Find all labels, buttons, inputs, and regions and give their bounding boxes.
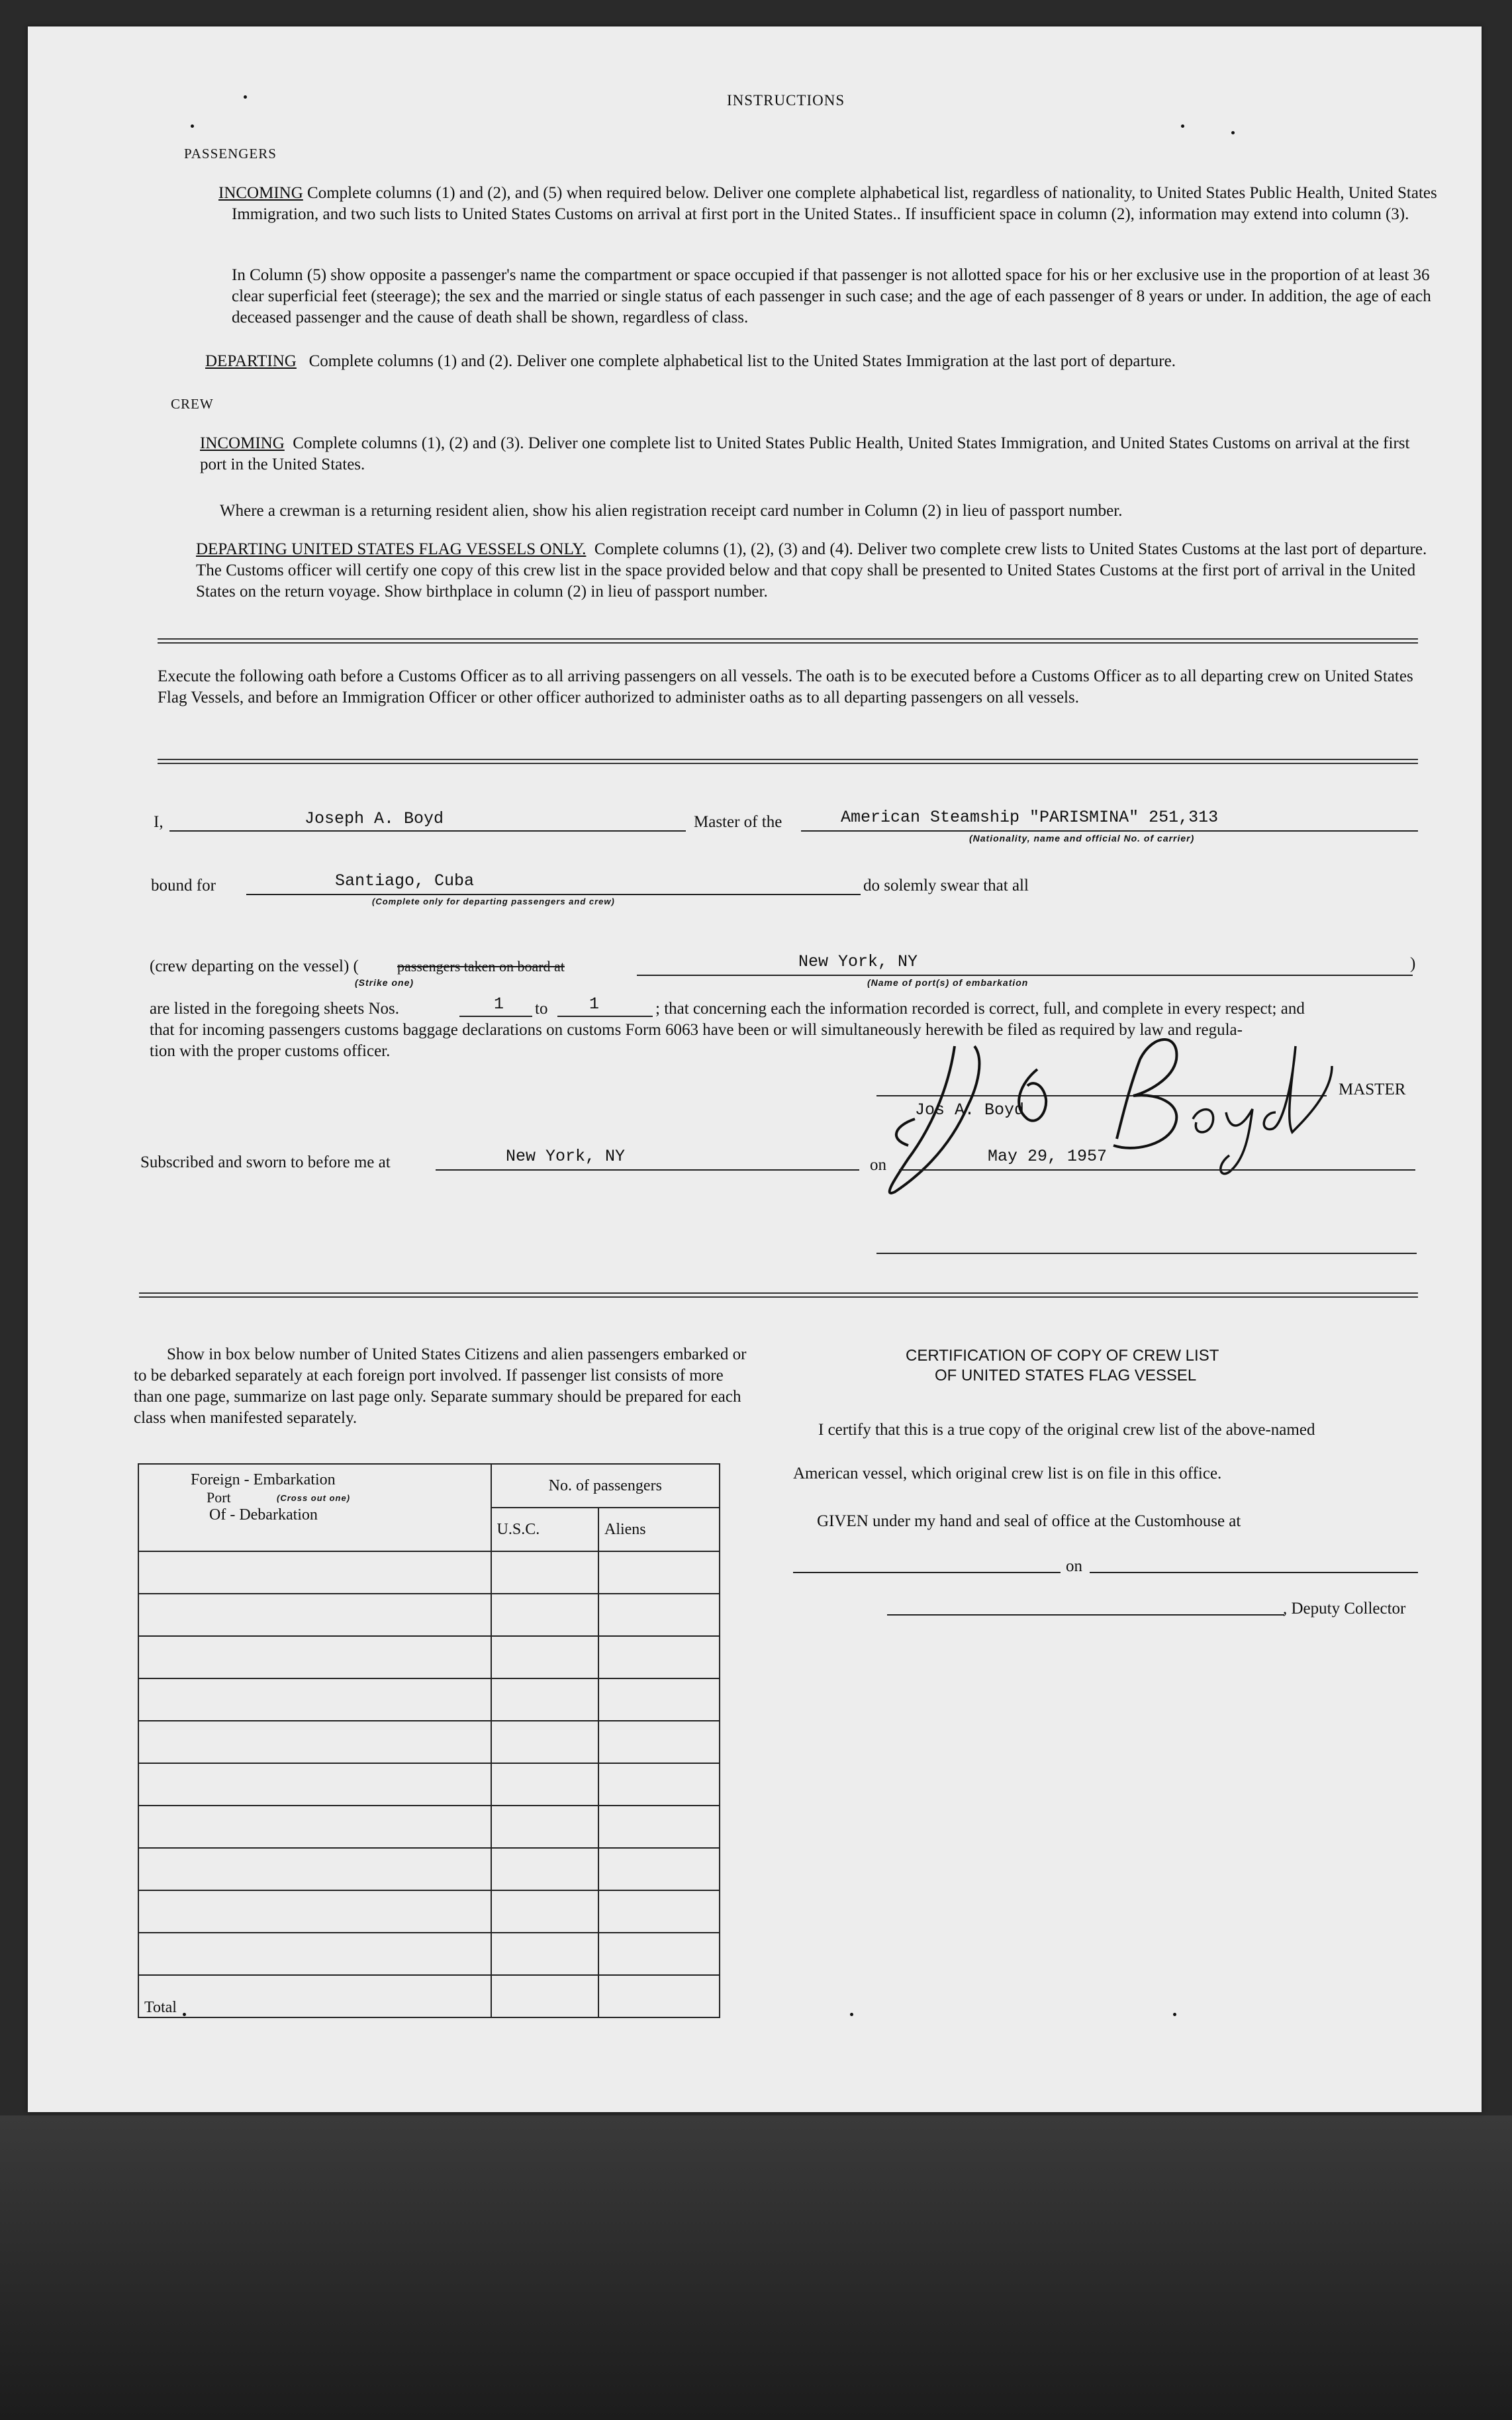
departing-label: DEPARTING: [205, 352, 297, 370]
sworn-date-line: [899, 1169, 1415, 1171]
port-cell: [138, 1933, 491, 1975]
port-header-line1: Foreign - Embarkation: [191, 1471, 336, 1488]
crew-departing-text: Complete columns (1), (2), (3) and (4). Deliver two complete crew lists to United States Customs at the last port of departure. The Customs officer will certify one copy of this crew list in the space provided below and that copy shall be presented to United States Customs at the first port of arrival in the United States on the return voyage. Show birthplace in column (2) in lieu of passport number.: [196, 540, 1427, 601]
to-label: to: [535, 1000, 548, 1018]
usc-cell: [491, 1848, 598, 1890]
crew-incoming-paragraph: [200, 433, 1411, 475]
master-label: MASTER: [1339, 1081, 1406, 1098]
port-cell: [138, 1721, 491, 1763]
aliens-cell: [598, 1721, 720, 1763]
usc-cell: [491, 1636, 598, 1678]
crew-resident-paragraph: Where a crewman is a returning resident alien, show his alien registration receipt card number in Column (2) in lieu of passport number.: [220, 502, 1123, 520]
usc-cell: [491, 1890, 598, 1933]
table-row: [138, 1763, 720, 1806]
crew-incoming-text: Complete columns (1), (2) and (3). Deliver one complete list to United States Public Health, United States Immigration, and United States Customs on arrival at the first port in the United States.: [200, 434, 1410, 473]
deputy-signature-line: [887, 1614, 1284, 1616]
sheet-from-line: [459, 1016, 532, 1017]
crew-departing-label: DEPARTING UNITED STATES FLAG VESSELS ONLY.: [196, 540, 587, 558]
strike-caption: (Strike one): [355, 977, 414, 988]
officer-signature-line: [876, 1253, 1417, 1254]
port-cell: [138, 1551, 491, 1594]
port-caption: (Name of port(s) of embarkation: [867, 977, 1029, 988]
aliens-cell: [598, 1678, 720, 1721]
aliens-cell: [598, 1763, 720, 1806]
sworn-place-value: New York, NY: [506, 1147, 626, 1166]
vessel-caption: (Nationality, name and official No. of carrier): [969, 833, 1195, 844]
usc-cell: [491, 1594, 598, 1636]
port-header-line3: Of - Debarkation: [209, 1506, 318, 1524]
usc-cell: [491, 1678, 598, 1721]
swear-text: do solemly swear that all: [863, 877, 1029, 895]
scan-speck: [1231, 131, 1235, 134]
sworn-date-value: May 29, 1957: [988, 1147, 1108, 1166]
crew-incoming-label: INCOMING: [200, 434, 285, 452]
port-cell: [138, 1594, 491, 1636]
deputy-collector-label: , Deputy Collector: [1283, 1600, 1406, 1618]
departing-text: Complete columns (1) and (2). Deliver one complete alphabetical list to the United States Immigration at the last port of departure.: [308, 352, 1176, 370]
section-divider: [158, 759, 1418, 764]
scan-speck: [1173, 2013, 1176, 2016]
scan-speck: [191, 124, 194, 128]
oath-intro: Execute the following oath before a Customs Officer as to all arriving passengers on all vessels. The oath is to be executed before a Customs Officer as to all departing crew on United States Flag Vessels, and before an Immigration Officer or other officer authorized to administer oaths as to all departing passengers on all vessels.: [158, 667, 1413, 706]
passengers-column-header: No. of passengers: [491, 1464, 720, 1508]
scan-speck: [850, 2013, 853, 2016]
port-header-line2: [144, 1489, 485, 1506]
table-row: [138, 1933, 720, 1975]
table-row: [138, 1806, 720, 1848]
close-paren: ): [1410, 955, 1416, 973]
aliens-cell: [598, 1890, 720, 1933]
port-cell: [138, 1763, 491, 1806]
total-row: [138, 1975, 720, 2017]
master-of-label: Master of the: [694, 813, 782, 831]
table-row: [138, 1636, 720, 1678]
scan-speck: [244, 95, 247, 99]
bound-for-line: [246, 894, 861, 895]
port-header-cross: (Cross out one): [277, 1493, 351, 1503]
port-line: [637, 975, 1413, 976]
certification-title-2: OF UNITED STATES FLAG VESSEL: [935, 1367, 1197, 1384]
scan-background: [0, 2115, 1512, 2420]
aliens-cell: [598, 1848, 720, 1890]
master-name-value: Joseph A. Boyd: [305, 809, 444, 828]
table-row: [138, 1848, 720, 1890]
table-row: [138, 1890, 720, 1933]
total-usc-cell: [491, 1975, 598, 2017]
sheet-to-line: [557, 1016, 653, 1017]
port-cell: [138, 1636, 491, 1678]
section-divider: [158, 638, 1418, 644]
table-row: [138, 1594, 720, 1636]
usc-cell: [491, 1763, 598, 1806]
struck-passengers-text: passengers taken on board at: [397, 958, 565, 975]
port-cell: [138, 1678, 491, 1721]
aliens-cell: [598, 1594, 720, 1636]
sheet-from-value: 1: [494, 994, 504, 1014]
master-name-line: [169, 830, 686, 832]
passenger-summary-table: [138, 1463, 720, 2018]
crew-departing-paragraph: [196, 539, 1441, 603]
passenger-departing-paragraph: [205, 351, 1176, 372]
usc-cell: [491, 1551, 598, 1594]
vessel-line: [801, 830, 1418, 832]
port-cell: [138, 1890, 491, 1933]
aliens-column-header: Aliens: [598, 1508, 720, 1551]
subscribed-label: Subscribed and sworn to before me at: [140, 1153, 391, 1171]
passengers-heading: PASSENGERS: [184, 146, 277, 162]
incoming-label: INCOMING: [218, 184, 303, 202]
oath-i-label: I,: [154, 813, 164, 831]
certify-text-1: ; that concerning each the information recorded is correct, full, and complete in every respect; and: [655, 1000, 1305, 1018]
crew-departing-label: (crew departing on the vessel) (: [150, 957, 359, 975]
certification-text-3: GIVEN under my hand and seal of office at the Customhouse at: [817, 1512, 1241, 1530]
aliens-cell: [598, 1551, 720, 1594]
table-row: [138, 1721, 720, 1763]
crew-heading: CREW: [171, 396, 214, 412]
usc-column-header: U.S.C.: [491, 1508, 598, 1551]
section-divider: [139, 1292, 1418, 1298]
port-cell: [138, 1848, 491, 1890]
handwritten-signature: [869, 1020, 1345, 1218]
scan-speck: [1181, 124, 1184, 128]
certification-text-1: I certify that this is a true copy of the original crew list of the above-named: [818, 1421, 1315, 1439]
passenger-incoming-paragraph: [218, 183, 1443, 225]
certification-text-2: American vessel, which original crew list is on file in this office.: [793, 1465, 1222, 1482]
certify-text-3: tion with the proper customs officer.: [150, 1042, 391, 1060]
sheets-label: are listed in the foregoing sheets Nos.: [150, 1000, 399, 1018]
passenger-steerage-paragraph: In Column (5) show opposite a passenger's name the compartment or space occupied if that passenger is not allotted space for his or her exclusive use in the proportion of at least 36 clear superficial feet (steerage); the sex and the married or single status of each passenger in such case; and the age of each passenger of 8 years or under. In addition, the age of each deceased passenger and the cause of death shall be shown, regardless of class.: [232, 266, 1431, 326]
instructions-title: INSTRUCTIONS: [727, 92, 845, 109]
bound-for-value: Santiago, Cuba: [335, 871, 475, 891]
summary-intro: Show in box below number of United States Citizens and alien passengers embarked or to be debarked separately at each foreign port involved. If passenger list consists of more than one page, summarize on last page only. Separate summary should be prepared for each class when manifested separately.: [134, 1345, 747, 1427]
aliens-cell: [598, 1806, 720, 1848]
aliens-cell: [598, 1636, 720, 1678]
vessel-value: American Steamship "PARISMINA" 251,313: [841, 808, 1219, 827]
usc-cell: [491, 1933, 598, 1975]
port-column-header: [138, 1464, 491, 1551]
port-cell: [138, 1806, 491, 1848]
certification-date-line: [1090, 1572, 1418, 1573]
certification-on-label: on: [1066, 1557, 1082, 1575]
incoming-text: Complete columns (1) and (2), and (5) when required below. Deliver one complete alphabetical list, regardless of nationality, to United States Public Health, United States Immigration, and two such lists to United States Customs on arrival at first port in the United States.. If insufficient space in column (2), information may extend into column (3).: [232, 184, 1437, 223]
typed-signature: Jos A. Boyd: [915, 1100, 1025, 1120]
total-aliens-cell: [598, 1975, 720, 2017]
table-row: [138, 1678, 720, 1721]
certify-text-2: that for incoming passengers customs baggage declarations on customs Form 6063 have been or will simultaneously herewith be filed as required by law and regula-: [150, 1021, 1243, 1039]
bound-for-caption: (Complete only for departing passengers and crew): [372, 896, 615, 906]
sworn-place-line: [436, 1169, 859, 1171]
table-row: [138, 1551, 720, 1594]
bound-for-label: bound for: [151, 877, 216, 895]
port-header-port: Port: [207, 1489, 231, 1506]
form-page: [28, 26, 1482, 2112]
usc-cell: [491, 1721, 598, 1763]
usc-cell: [491, 1806, 598, 1848]
customhouse-line: [793, 1572, 1061, 1573]
port-value: New York, NY: [798, 952, 918, 971]
total-label: Total: [138, 1975, 491, 2017]
sworn-on-label: on: [870, 1156, 886, 1174]
aliens-cell: [598, 1933, 720, 1975]
sheet-to-value: 1: [589, 994, 600, 1014]
certification-title-1: CERTIFICATION OF COPY OF CREW LIST: [906, 1347, 1219, 1365]
